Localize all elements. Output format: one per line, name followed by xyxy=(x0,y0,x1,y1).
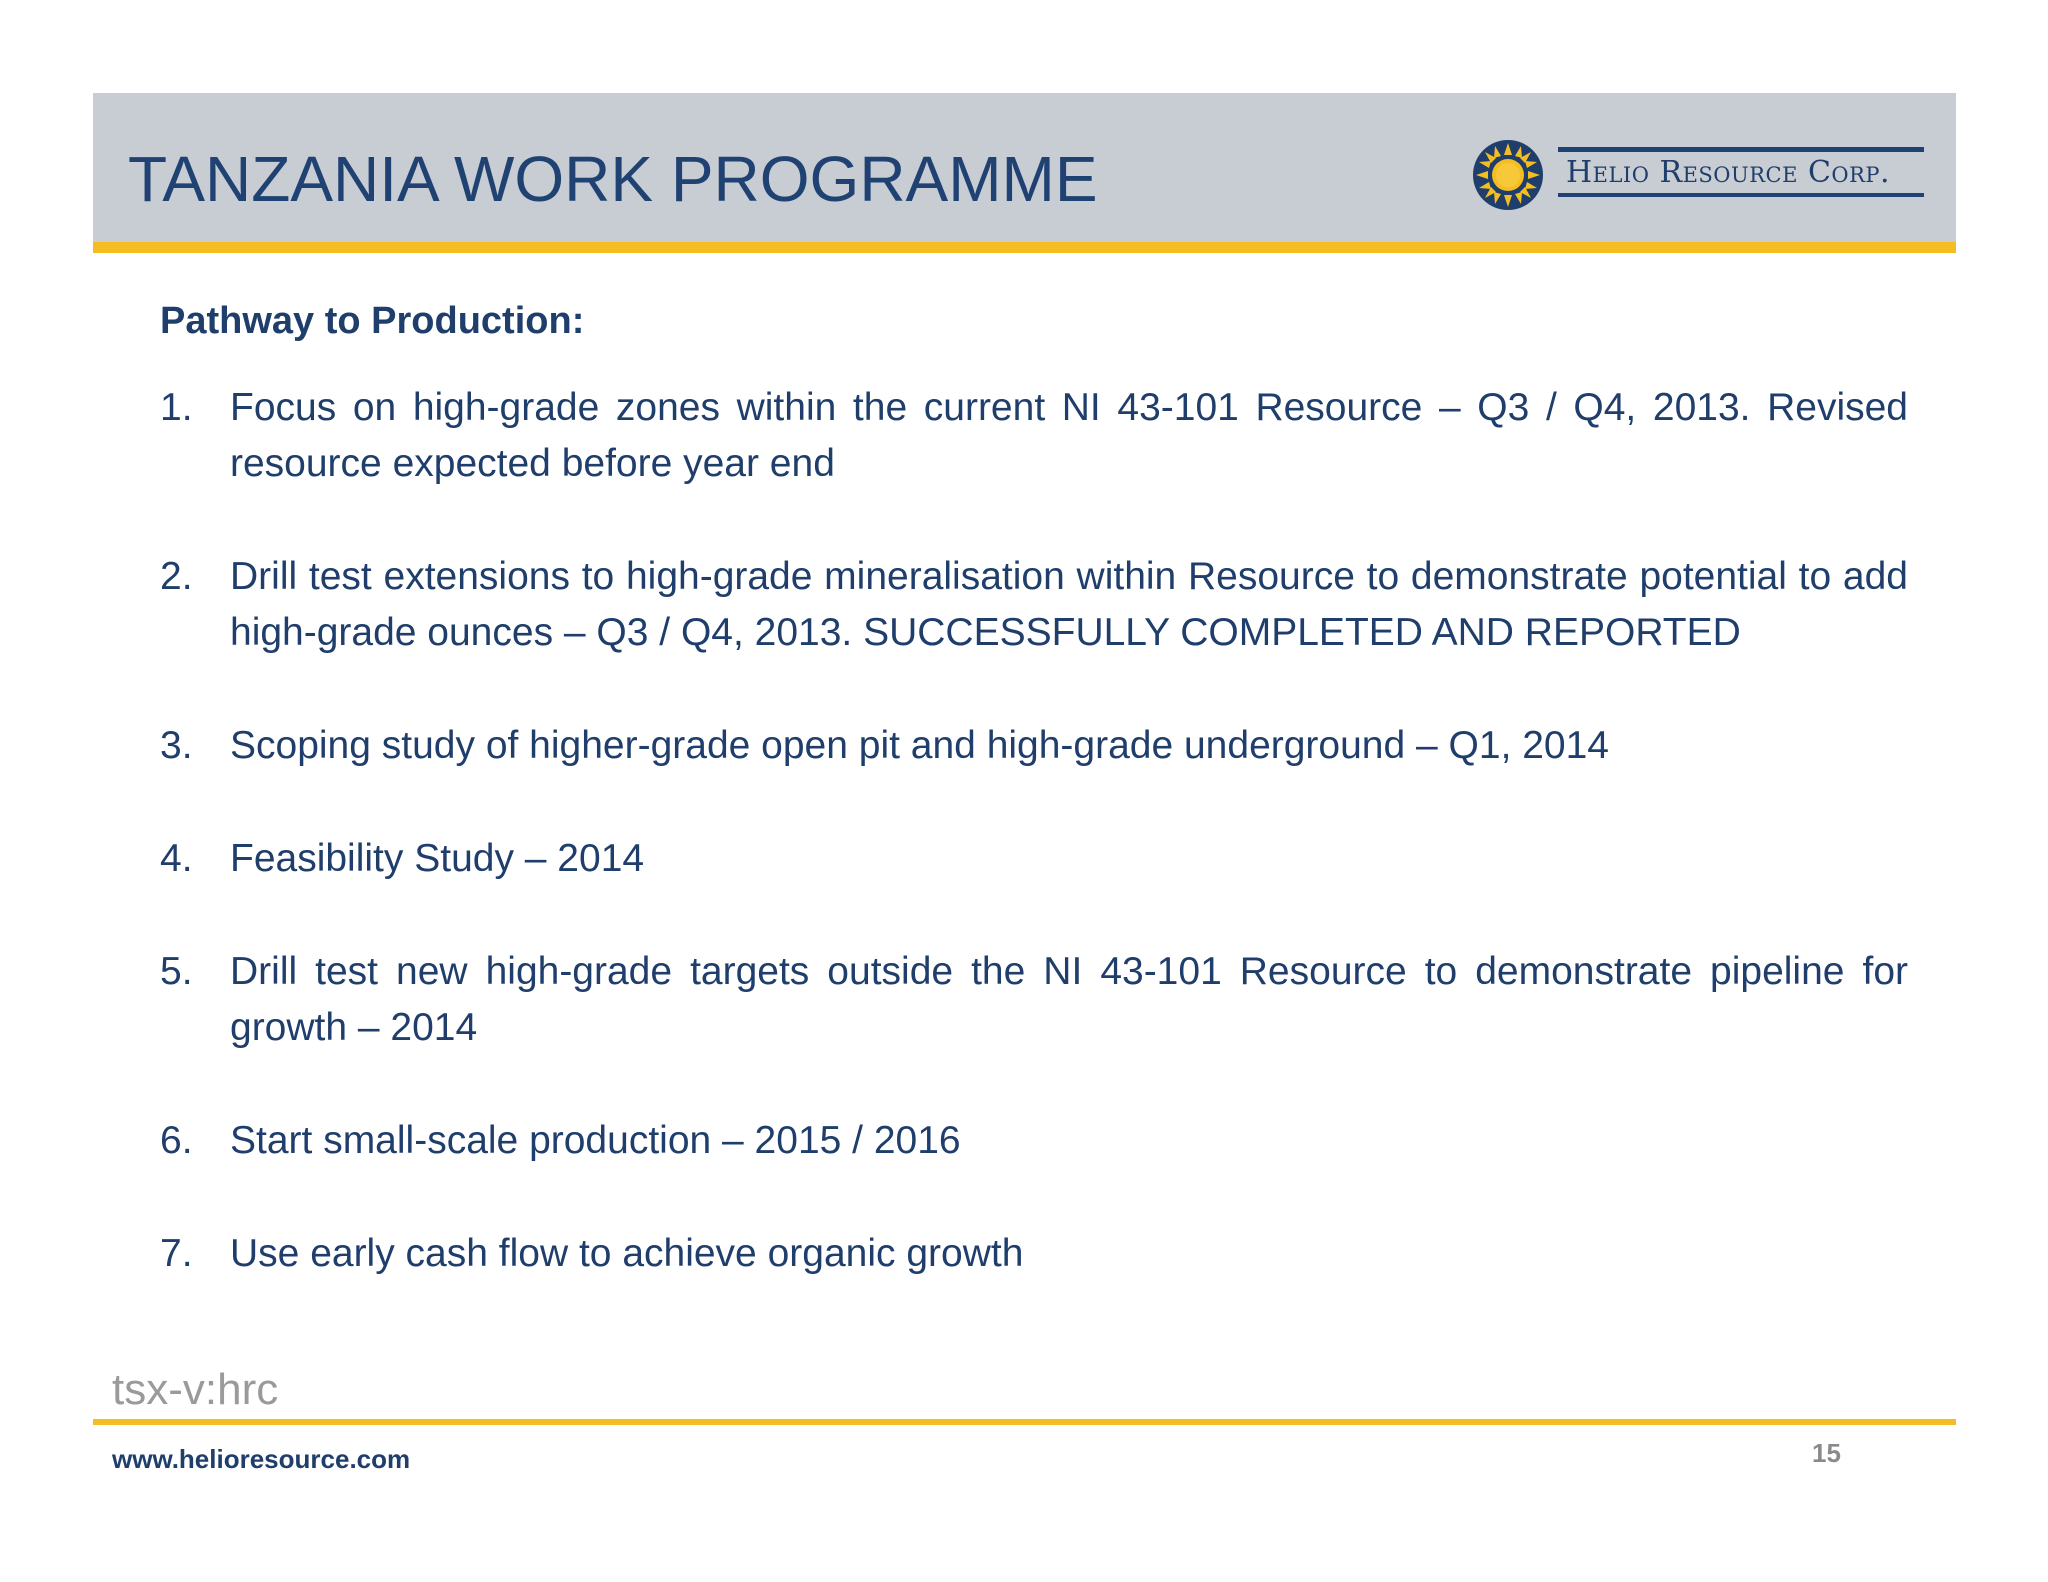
page-number: 15 xyxy=(1812,1438,1841,1468)
step-number: 7. xyxy=(160,1232,193,1275)
logo-wordmark: Helio Resource Corp. xyxy=(1566,155,1891,190)
logo-rule-top xyxy=(1558,147,1924,152)
step-text: Drill test extensions to high-grade mineralisation within Resource to demonstrate potential to add high-grade ounces – Q3 / Q4, 2013. SUCCESSFULLY COMPLETED AND REPORTED xyxy=(230,555,1908,654)
list-item xyxy=(160,1113,1908,1169)
step-text: Drill test new high-grade targets outside the NI 43-101 Resource to demonstrate pipeline for growth – 2014 xyxy=(230,950,1908,1049)
step-number: 3. xyxy=(160,724,193,767)
footer-accent-rule xyxy=(93,1419,1956,1425)
list-item xyxy=(160,831,1908,887)
list-item xyxy=(160,718,1908,774)
section-subheading: Pathway to Production: xyxy=(160,300,585,342)
company-logo xyxy=(1470,137,1930,213)
step-text: Start small-scale production – 2015 / 2016 xyxy=(230,1119,961,1162)
header-accent-rule xyxy=(93,242,1956,253)
step-number: 1. xyxy=(160,386,193,429)
logo-rule-bottom xyxy=(1558,193,1924,197)
step-number: 5. xyxy=(160,950,193,993)
step-text: Scoping study of higher-grade open pit and high-grade underground – Q1, 2014 xyxy=(230,724,1609,767)
list-item xyxy=(160,1226,1908,1282)
step-text: Feasibility Study – 2014 xyxy=(230,837,645,880)
list-item xyxy=(160,380,1908,492)
stock-ticker: tsx-v:hrc xyxy=(112,1365,279,1414)
website-link[interactable]: www.helioresource.com xyxy=(112,1444,411,1474)
step-text: Use early cash flow to achieve organic growth xyxy=(230,1232,1024,1275)
step-text: Focus on high-grade zones within the current NI 43-101 Resource – Q3 / Q4, 2013. Revised resource expected before year end xyxy=(230,386,1908,485)
pathway-steps-list xyxy=(160,380,1908,1339)
step-number: 2. xyxy=(160,555,193,598)
list-item xyxy=(160,549,1908,661)
page-title: TANZANIA WORK PROGRAMME xyxy=(128,143,1098,215)
sun-icon xyxy=(1470,137,1546,213)
step-number: 6. xyxy=(160,1119,193,1162)
list-item xyxy=(160,944,1908,1056)
step-number: 4. xyxy=(160,837,193,880)
